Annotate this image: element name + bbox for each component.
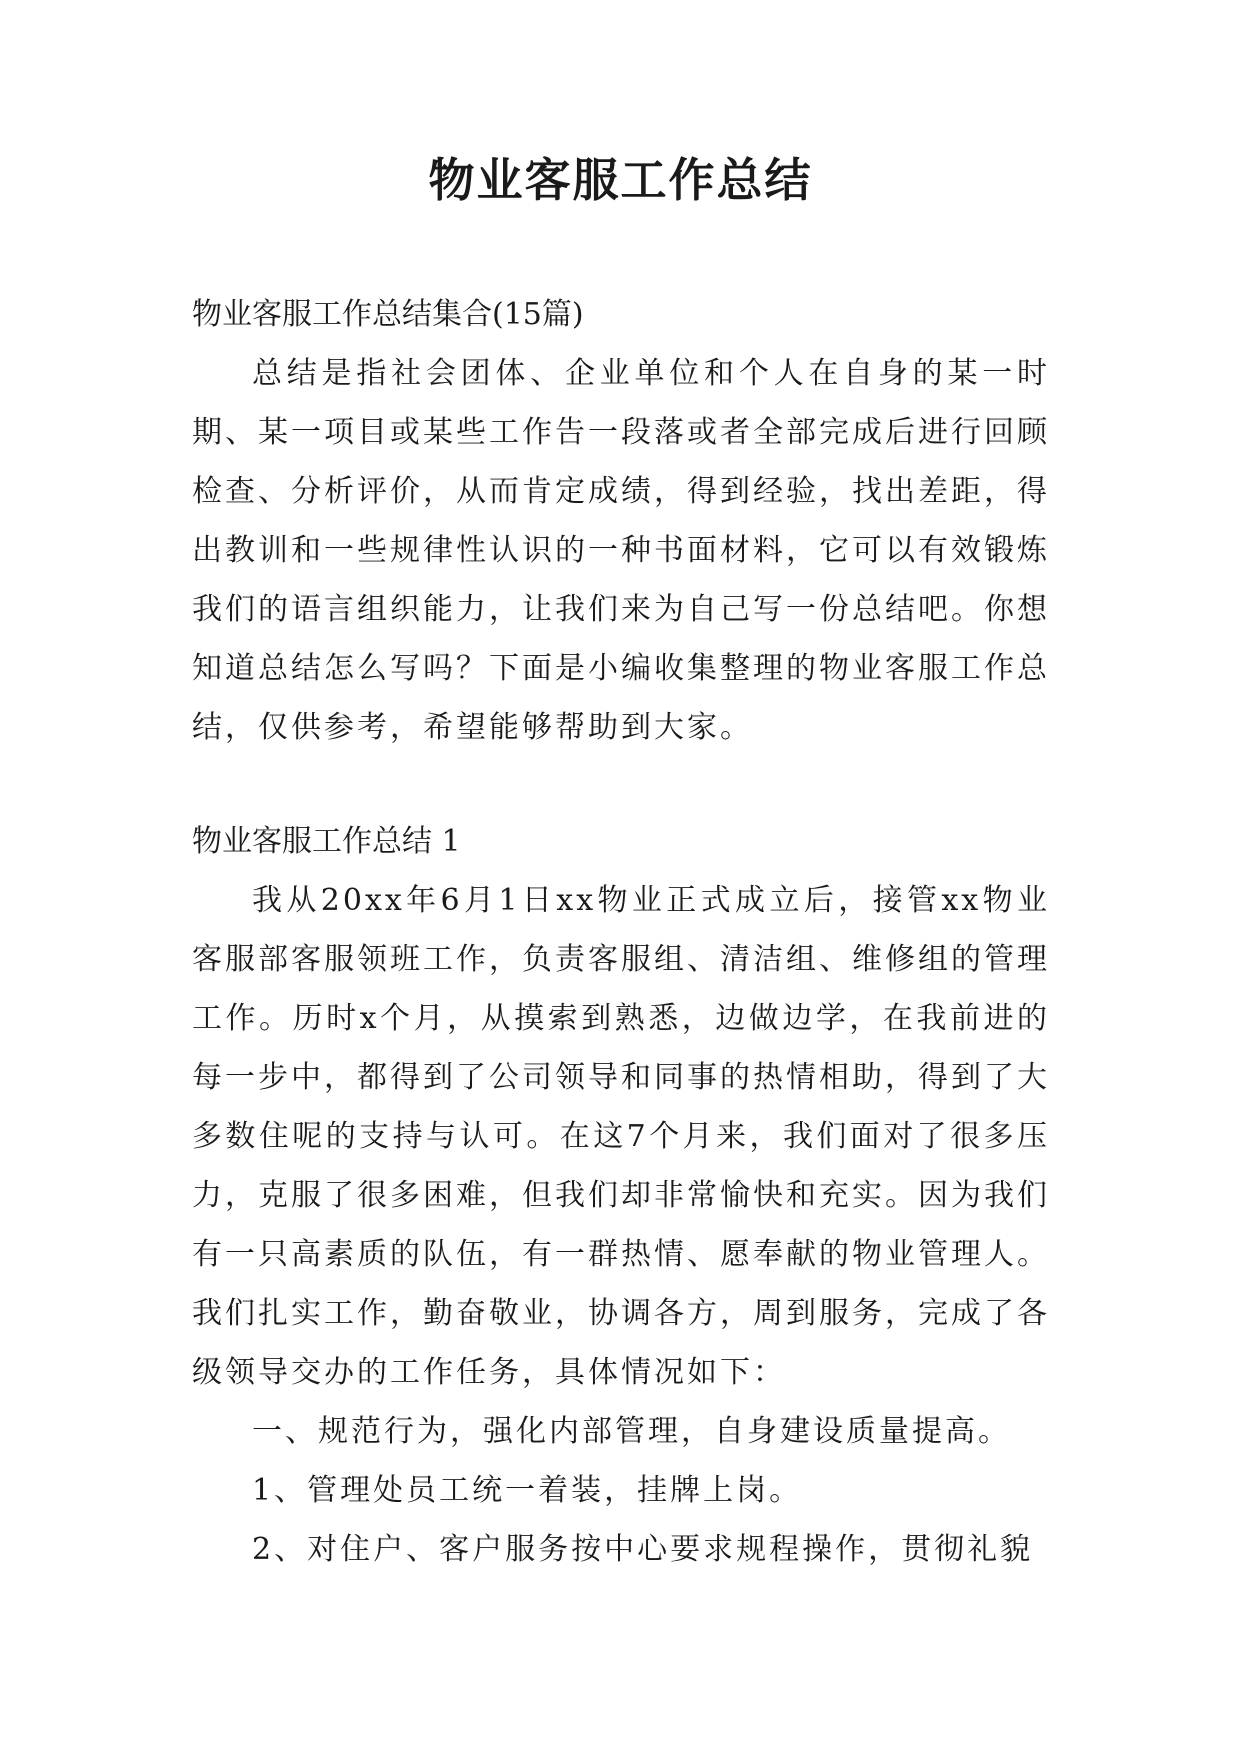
document-body <box>192 285 1050 1579</box>
document-title: 物业客服工作总结 <box>428 153 813 207</box>
section-spacer <box>192 757 1050 812</box>
section-heading: 物业客服工作总结 1 <box>192 824 461 859</box>
body-paragraph: 我从20xx年6月1日xx物业正式成立后，接管xx物业客服部客服领班工作，负责客服组、清洁组、维修组的管理工作。历时x个月，从摸索到熟悉，边做边学，在我前进的每一步中，都得到了公司领导和同事的热情相助，得到了大多数住呢的支持与认可。在这7个月来，我们面对了很多压力，克服了很多困难，但我们却非常愉快和充实。因为我们有一只高素质的队伍，有一群热情、愿奉献的物业管理人。我们扎实工作，勤奋敬业，协调各方，周到服务，完成了各级领导交办的工作任务，具体情况如下： <box>192 883 1050 1390</box>
body-paragraph: 2、对住户、客户服务按中心要求规程操作，贯彻礼貌 <box>252 1532 1034 1567</box>
collection-subtitle: 物业客服工作总结集合(15篇) <box>192 297 584 332</box>
body-paragraph: 一、规范行为，强化内部管理，自身建设质量提高。 <box>252 1414 1011 1449</box>
body-paragraph: 1、管理处员工统一着装，挂牌上岗。 <box>252 1473 803 1508</box>
intro-paragraph: 总结是指社会团体、企业单位和个人在自身的某一时期、某一项目或某些工作告一段落或者全部完成后进行回顾检查、分析评价，从而肯定成绩，得到经验，找出差距，得出教训和一些规律性认识的一种书面材料，它可以有效锻炼我们的语言组织能力，让我们来为自己写一份总结吧。你想知道总结怎么写吗？下面是小编收集整理的物业客服工作总结，仅供参考，希望能够帮助到大家。 <box>192 356 1050 745</box>
